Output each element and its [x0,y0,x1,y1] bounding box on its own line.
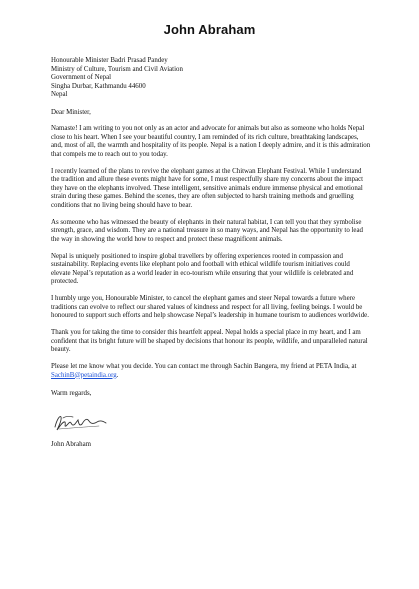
recipient-line: Honourable Minister Badri Prasad Pandey [51,57,168,64]
recipient-line: Government of Nepal [51,74,112,81]
recipient-line: Singha Durbar, Kathmandu 44600 [51,82,146,90]
signature-image [51,411,111,433]
paragraph: Nepal is uniquely positioned to inspire global travellers by offering experiences rooted in compassion and sustainability. Replacing events like elephant polo and football with ethical wildlife tourism initiatives could elevate Nepal’s reputation as a world leader in eco-tourism while ensuring that your wildlife is celebrated and protected. [51,252,354,285]
closing: Warm regards, [51,390,92,397]
recipient-line: Nepal [51,91,68,98]
paragraph: I humbly urge you, Honourable Minister, to cancel the elephant games and steer Nepal towards a future where traditions can evolve to reflect our shared values of kindness and respect for all living, feeling beings. I would be honoured to support such efforts and help showcase Nepal’s leadership in humane tourism to audiences worldwide. [51,295,369,319]
salutation: Dear Minister, [51,108,91,116]
signer-name: John Abraham [51,440,91,448]
recipient-line: Ministry of Culture, Tourism and Civil Aviation [51,65,183,73]
contact-paragraph [51,363,371,380]
handwritten-signature [51,411,111,433]
contact-text: Please let me know what you decide. You can contact me through Sachin Bangera, my friend at PETA India, at [51,363,357,370]
letter-body [51,57,371,449]
letterhead-name: John Abraham [163,22,256,37]
paragraph: Namaste! I am writing to you not only as an actor and advocate for animals but also as someone who holds Nepal close to his heart. When I see your beautiful country, I am reminded of its rich culture, breathtaking landscapes, and, most of all, the warmth and hospitality of its people. Nepal is a nation I deeply admire, and it is this admiration that compels me to reach out to you today. [51,125,371,158]
paragraph: As someone who has witnessed the beauty of elephants in their natural habitat, I can tell you that they symbolise strength, grace, and wisdom. They are a national treasure in so many ways, and Nepal has the opportunity to lead the way in showing the world how to respect and protect these magnificent animals. [51,218,363,243]
recipient-address [51,57,371,100]
contact-text-end: . [116,371,119,379]
email-link[interactable]: SachinB@petaindia.org [51,371,117,379]
paragraph: Thank you for taking the time to consider this heartfelt appeal. Nepal holds a special place in my heart, and I am confident that its bright future will be shaped by decisions that honour its people, wildlife, and unparalleled natural beauty. [51,329,368,353]
paragraph: I recently learned of the plans to revive the elephant games at the Chitwan Elephant Festival. While I understand the tradition and allure these events might have for some, I must respectfully share my concerns about the impact they have on the elephants involved. These intelligent, sensitive animals endure immense physical and emotional strain during these games. Behind the scenes, they are often subjected to harsh training methods and gruelling conditions that no living being should have to bear. [51,167,364,209]
